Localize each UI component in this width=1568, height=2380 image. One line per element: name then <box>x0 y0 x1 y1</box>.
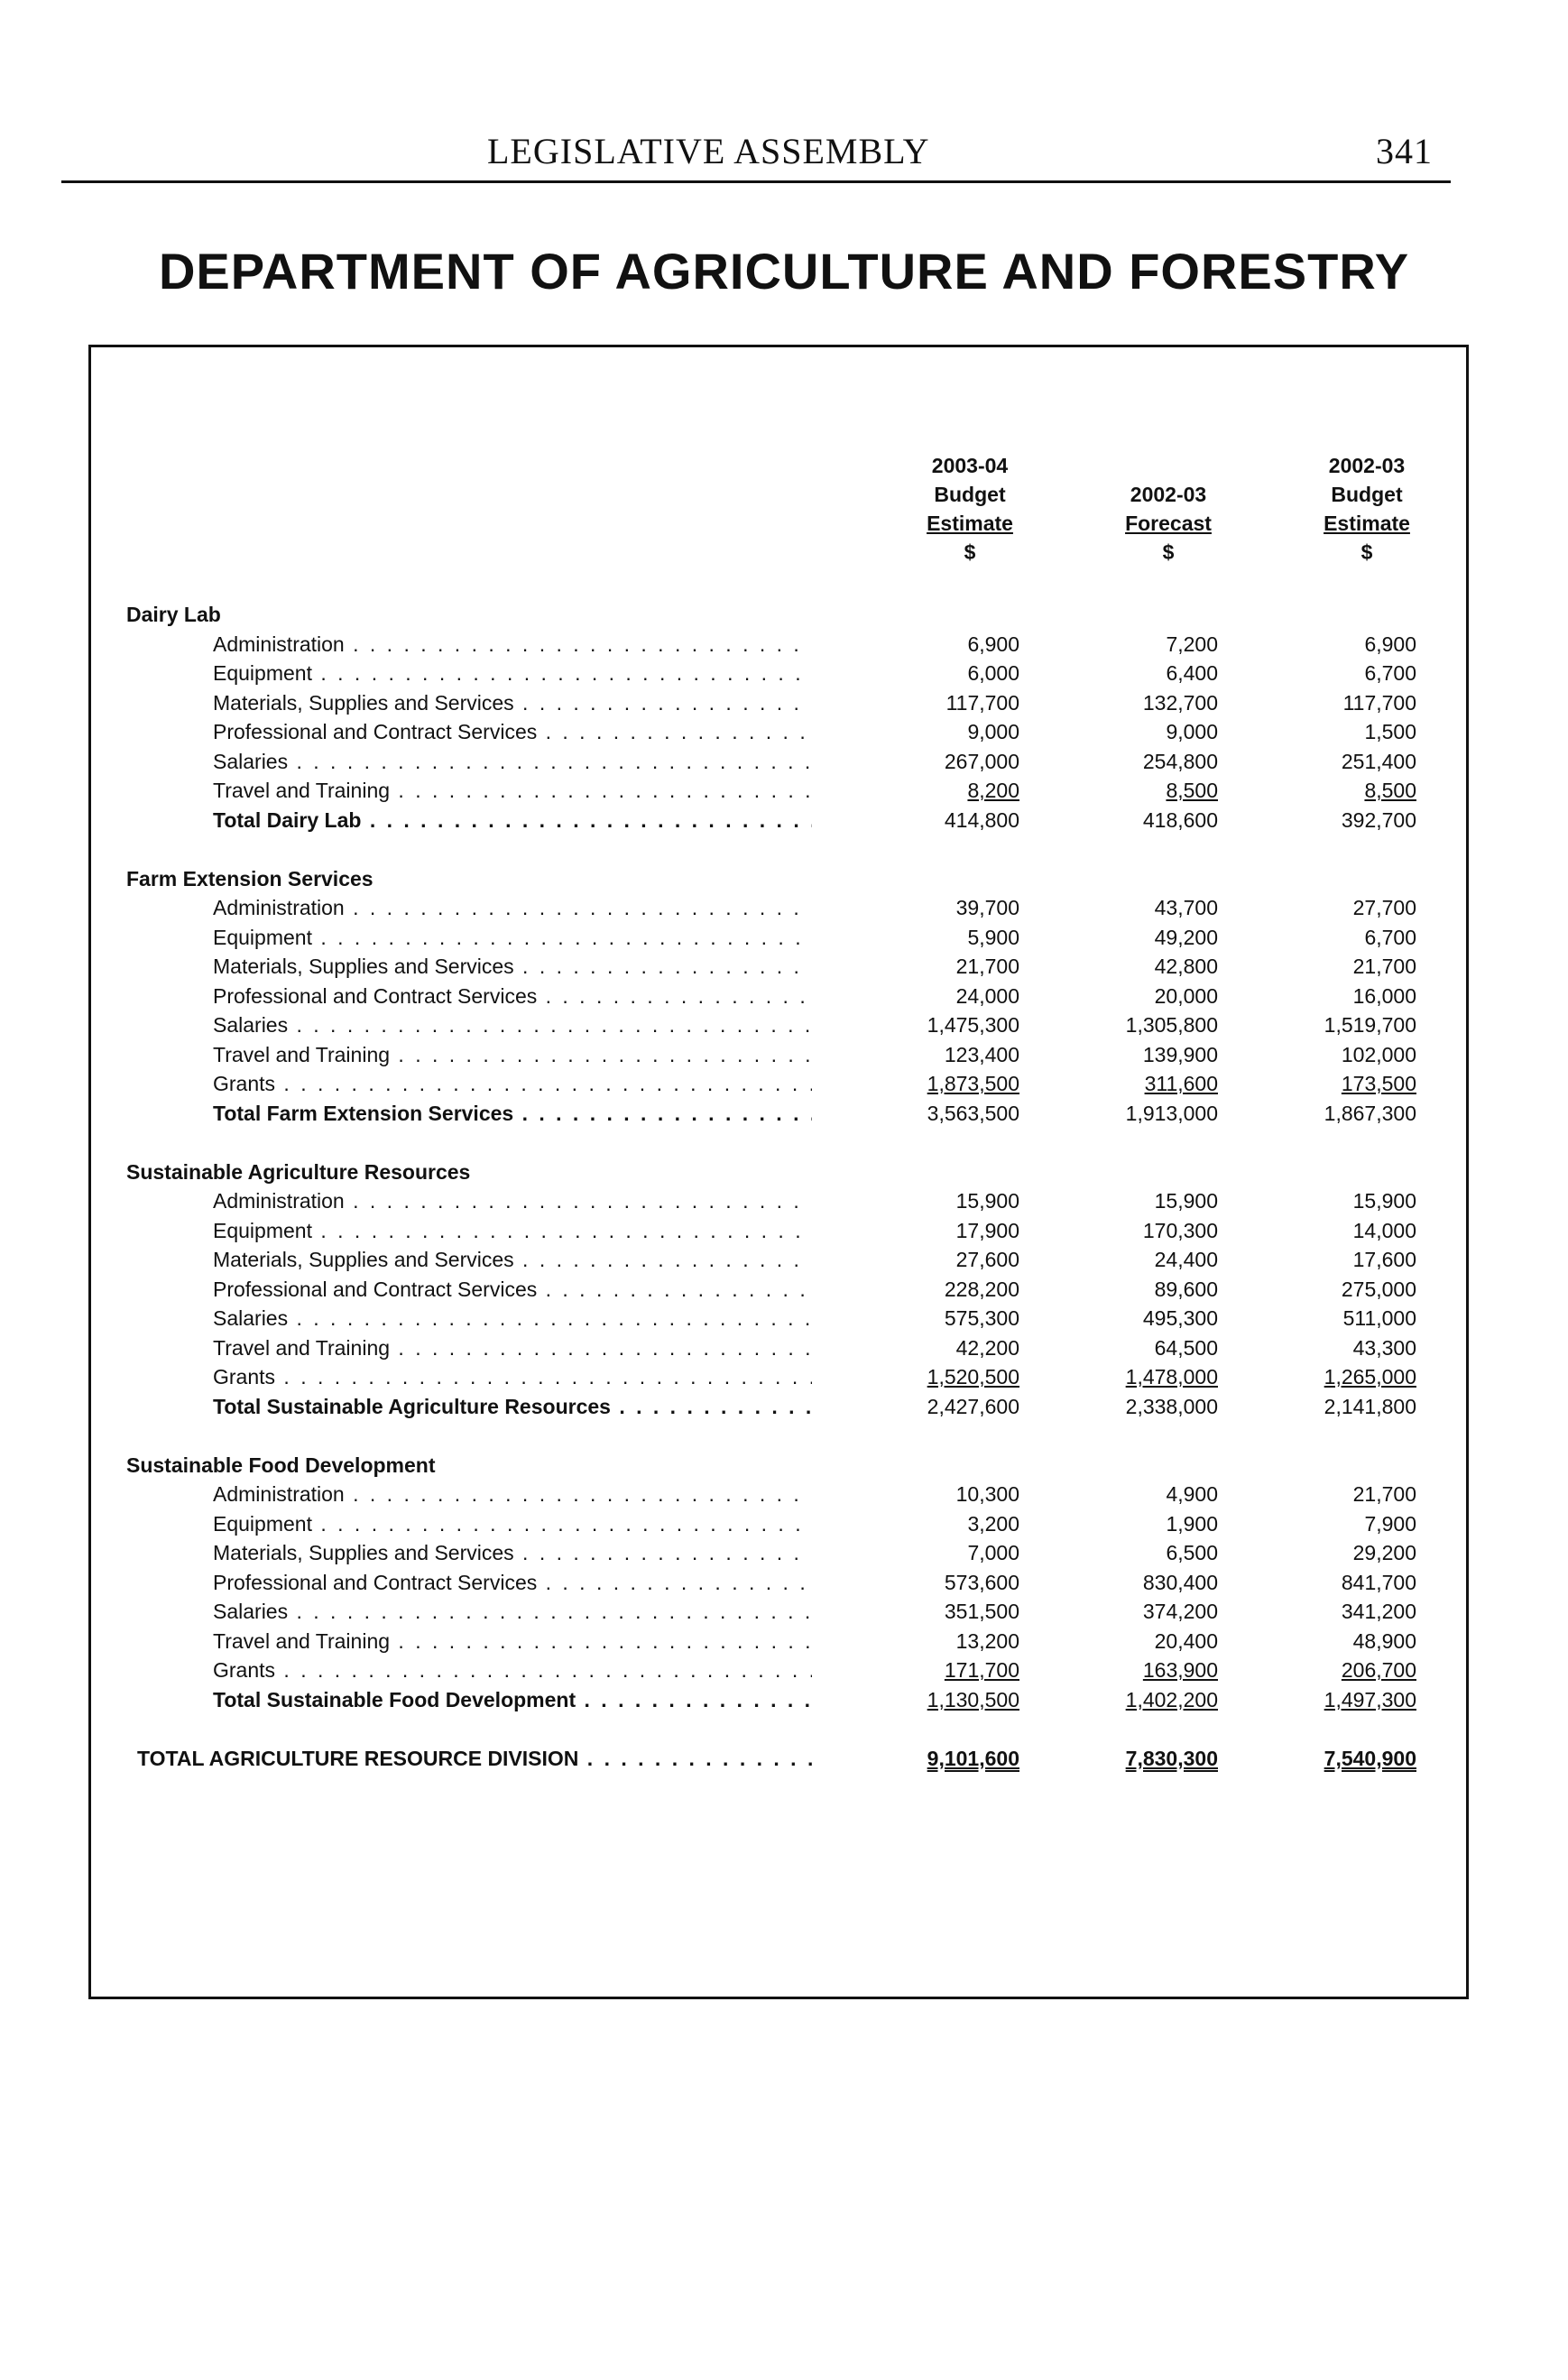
table-row-value-2: 15,900 <box>1154 1189 1218 1213</box>
grand-total-row <box>126 1744 1425 1773</box>
table-row-label: Materials, Supplies and Services . . . <box>213 1538 812 1567</box>
section-total-row-value-3: 2,141,800 <box>1324 1394 1416 1418</box>
table-row-value-1: 27,600 <box>955 1248 1019 1271</box>
section-total-row <box>126 1685 1425 1714</box>
table-row-value-3: 27,700 <box>1352 896 1416 919</box>
section-total-row <box>126 806 1425 835</box>
table-row-value-3: 29,200 <box>1352 1541 1416 1564</box>
table-row-label: Equipment . . . <box>213 659 812 687</box>
table-row-value-2: 20,000 <box>1154 983 1218 1008</box>
table-row-value-1: 267,000 <box>944 749 1019 773</box>
section-heading-label: Farm Extension Services <box>126 866 374 890</box>
page-title: DEPARTMENT OF AGRICULTURE AND FORESTRY <box>158 243 1410 300</box>
section-heading-label: Sustainable Food Development <box>126 1453 436 1477</box>
section-total-row-label: Total Dairy Lab . . . <box>213 806 812 835</box>
section-total-row-value-3: 392,700 <box>1341 807 1416 832</box>
table-row-value-3: 251,400 <box>1341 749 1416 773</box>
table-row-label: Travel and Training . . . <box>213 776 812 805</box>
table-row-value-3: 841,700 <box>1341 1570 1416 1594</box>
section-total-row-label: Total Sustainable Food Development . . . <box>213 1685 812 1714</box>
table-row <box>126 1568 1425 1597</box>
table-row-label: Professional and Contract Services . . . <box>213 717 812 746</box>
table-row-label: Salaries . . . <box>213 1304 812 1333</box>
section-total-row-value-1: 1,130,500 <box>927 1687 1019 1711</box>
table-row-value-3: 8,500 <box>1364 779 1416 802</box>
table-row <box>126 1333 1425 1362</box>
table-row-value-1: 17,900 <box>955 1218 1019 1242</box>
column-year: 2002-03 <box>1328 454 1406 477</box>
table-row <box>126 776 1425 805</box>
table-row-value-1: 42,200 <box>955 1335 1019 1360</box>
table-row-value-1: 7,000 <box>967 1541 1019 1564</box>
table-row-value-3: 206,700 <box>1341 1658 1416 1682</box>
table-row-value-2: 64,500 <box>1154 1335 1218 1360</box>
table-row-value-2: 170,300 <box>1142 1218 1218 1242</box>
section-total-row-value-2: 2,338,000 <box>1125 1394 1218 1418</box>
column-header-forecast-2002-03 <box>1092 451 1245 567</box>
column-basis: Estimate <box>927 512 1013 535</box>
table-row-label: Grants . . . <box>213 1069 812 1098</box>
table-row-value-3: 21,700 <box>1352 1482 1416 1506</box>
table-row-value-3: 102,000 <box>1341 1042 1416 1066</box>
table-row-value-1: 1,873,500 <box>927 1072 1019 1095</box>
table-row-label: Materials, Supplies and Services . . . <box>213 952 812 981</box>
grand-total-row-label: TOTAL AGRICULTURE RESOURCE DIVISION . . . <box>137 1744 823 1773</box>
column-unit: $ <box>1360 540 1373 564</box>
table-row-value-2: 163,900 <box>1142 1658 1218 1682</box>
table-row-value-2: 254,800 <box>1142 749 1218 773</box>
table-row-label: Salaries . . . <box>213 1597 812 1626</box>
column-year <box>1092 451 1245 480</box>
table-row-value-3: 341,200 <box>1341 1600 1416 1623</box>
table-row-value-3: 6,700 <box>1364 661 1416 685</box>
column-header-budget-2002-03 <box>1290 451 1443 567</box>
table-row-label: Professional and Contract Services . . . <box>213 1568 812 1597</box>
table-row-value-2: 20,400 <box>1154 1628 1218 1653</box>
table-row-value-3: 117,700 <box>1342 690 1416 715</box>
table-row-label: Salaries . . . <box>213 747 812 776</box>
table-row <box>126 1480 1425 1508</box>
table-row-value-1: 6,900 <box>967 632 1019 656</box>
table-row-value-2: 24,400 <box>1154 1248 1218 1271</box>
column-type: Budget <box>1331 483 1403 506</box>
table-row <box>126 893 1425 922</box>
table-row-value-2: 1,900 <box>1166 1511 1218 1536</box>
table-row-value-1: 6,000 <box>967 661 1019 685</box>
table-row-value-1: 8,200 <box>967 779 1019 802</box>
section-heading <box>126 1158 1425 1186</box>
column-type: Budget <box>934 483 1006 506</box>
table-row <box>126 1040 1425 1069</box>
table-row-label: Administration . . . <box>213 1480 812 1508</box>
section-total-row-value-1: 2,427,600 <box>927 1394 1019 1418</box>
section-heading <box>126 864 1425 893</box>
table-row <box>126 747 1425 776</box>
table-row-value-3: 7,900 <box>1364 1511 1416 1536</box>
table-row <box>126 1656 1425 1684</box>
table-row-value-2: 49,200 <box>1154 925 1218 949</box>
table-row-value-2: 6,400 <box>1166 661 1218 685</box>
page-number: 341 <box>1376 131 1433 171</box>
table-row-value-3: 6,900 <box>1364 632 1416 656</box>
table-row-label: Materials, Supplies and Services . . . <box>213 1245 812 1274</box>
table-row-value-1: 117,700 <box>945 690 1019 715</box>
section-total-row-value-3: 1,867,300 <box>1324 1101 1416 1125</box>
table-row-value-3: 43,300 <box>1352 1335 1416 1360</box>
table-row-value-3: 17,600 <box>1352 1248 1416 1271</box>
column-type: 2002-03 <box>1130 483 1207 506</box>
table-row-value-3: 21,700 <box>1352 955 1416 978</box>
header-rule <box>61 180 1451 183</box>
table-row-value-1: 21,700 <box>955 955 1019 978</box>
table-row-value-3: 275,000 <box>1341 1277 1416 1301</box>
table-row-value-2: 132,700 <box>1142 690 1218 715</box>
table-row-value-3: 1,519,700 <box>1324 1013 1416 1037</box>
table-row <box>126 1627 1425 1656</box>
table-row <box>126 1362 1425 1391</box>
section-heading-label: Sustainable Agriculture Resources <box>126 1159 471 1184</box>
table-row-value-2: 89,600 <box>1154 1277 1218 1301</box>
table-row-value-2: 6,500 <box>1166 1541 1218 1564</box>
table-row <box>126 1304 1425 1333</box>
table-row-label: Professional and Contract Services . . . <box>213 982 812 1010</box>
table-row-value-1: 573,600 <box>944 1570 1019 1594</box>
table-row-value-1: 228,200 <box>944 1277 1019 1301</box>
table-row-value-2: 139,900 <box>1142 1042 1218 1066</box>
table-row-label: Travel and Training . . . <box>213 1627 812 1656</box>
table-row-value-3: 511,000 <box>1342 1306 1416 1330</box>
table-row-label: Administration . . . <box>213 630 812 659</box>
table-row-value-1: 171,700 <box>944 1658 1019 1682</box>
section-total-row <box>126 1099 1425 1128</box>
table-row-value-1: 5,900 <box>967 925 1019 949</box>
table-row <box>126 1597 1425 1626</box>
table-row-value-1: 9,000 <box>967 720 1019 743</box>
table-row <box>126 1186 1425 1215</box>
table-row <box>126 952 1425 981</box>
table-row-label: Materials, Supplies and Services . . . <box>213 688 812 717</box>
table-row-value-1: 351,500 <box>944 1600 1019 1623</box>
section-heading <box>126 1451 1425 1480</box>
section-heading <box>126 600 1425 629</box>
table-row-value-2: 43,700 <box>1154 896 1218 919</box>
section-total-row-value-3: 1,497,300 <box>1324 1687 1416 1711</box>
table-row <box>126 982 1425 1010</box>
table-row-label: Professional and Contract Services . . . <box>213 1275 812 1304</box>
table-row-value-3: 173,500 <box>1341 1072 1416 1095</box>
table-row-label: Grants . . . <box>213 1362 812 1391</box>
table-row-value-2: 1,305,800 <box>1125 1013 1218 1037</box>
table-row-label: Grants . . . <box>213 1656 812 1684</box>
table-row-value-2: 8,500 <box>1166 779 1218 802</box>
table-row-value-1: 123,400 <box>944 1042 1019 1066</box>
grand-total-row-value-1: 9,101,600 <box>927 1746 1019 1770</box>
grand-total-row-value-2: 7,830,300 <box>1125 1746 1218 1770</box>
table-row-value-2: 9,000 <box>1166 720 1218 743</box>
table-row <box>126 659 1425 687</box>
table-row-value-1: 3,200 <box>967 1511 1019 1536</box>
section-total-row-value-1: 414,800 <box>944 807 1019 832</box>
table-row-value-3: 16,000 <box>1352 983 1416 1008</box>
column-header-budget-2003-04 <box>893 451 1047 567</box>
table-row <box>126 1509 1425 1538</box>
table-row-label: Travel and Training . . . <box>213 1333 812 1362</box>
section-total-row-value-1: 3,563,500 <box>927 1101 1019 1125</box>
table-row-value-3: 14,000 <box>1352 1218 1416 1242</box>
table-row <box>126 717 1425 746</box>
column-unit: $ <box>1162 540 1175 564</box>
section-total-row-value-2: 418,600 <box>1142 807 1218 832</box>
grand-total-row-value-3: 7,540,900 <box>1324 1746 1416 1770</box>
table-row-label: Administration . . . <box>213 1186 812 1215</box>
table-row-value-3: 6,700 <box>1364 925 1416 949</box>
table-row-value-1: 24,000 <box>955 983 1019 1008</box>
section-total-row-label: Total Sustainable Agriculture Resources . . . <box>213 1392 812 1421</box>
table-row-value-2: 42,800 <box>1154 955 1218 978</box>
column-year: 2003-04 <box>931 454 1009 477</box>
table-row <box>126 1275 1425 1304</box>
table-row-value-2: 4,900 <box>1166 1482 1218 1506</box>
table-row-value-1: 575,300 <box>944 1306 1019 1330</box>
table-row-value-1: 15,900 <box>955 1189 1019 1213</box>
table-row <box>126 630 1425 659</box>
table-row <box>126 688 1425 717</box>
table-row <box>126 1010 1425 1039</box>
table-row-value-3: 1,500 <box>1364 720 1416 743</box>
table-row-value-2: 374,200 <box>1142 1600 1218 1623</box>
table-row-value-1: 13,200 <box>955 1628 1019 1653</box>
column-basis: Estimate <box>1324 512 1410 535</box>
table-row-label: Travel and Training . . . <box>213 1040 812 1069</box>
table-row-value-2: 311,600 <box>1144 1072 1218 1095</box>
table-row-label: Equipment . . . <box>213 1216 812 1245</box>
table-row-value-2: 7,200 <box>1166 632 1218 656</box>
table-row <box>126 1245 1425 1274</box>
section-heading-label: Dairy Lab <box>126 603 221 626</box>
running-title: LEGISLATIVE ASSEMBLY <box>487 131 930 171</box>
section-total-row <box>126 1392 1425 1421</box>
table-row-value-3: 48,900 <box>1352 1628 1416 1653</box>
section-total-row-value-2: 1,402,200 <box>1125 1687 1218 1711</box>
table-row <box>126 923 1425 952</box>
section-total-row-value-2: 1,913,000 <box>1125 1101 1218 1125</box>
table-row-value-2: 495,300 <box>1142 1306 1218 1330</box>
table-row <box>126 1538 1425 1567</box>
table-row-value-3: 1,265,000 <box>1324 1365 1416 1388</box>
table-row <box>126 1069 1425 1098</box>
table-row-label: Equipment . . . <box>213 923 812 952</box>
table-row-value-1: 39,700 <box>955 896 1019 919</box>
table-row-value-1: 1,475,300 <box>927 1013 1019 1037</box>
table-row-value-1: 1,520,500 <box>927 1365 1019 1388</box>
table-row <box>126 1216 1425 1245</box>
table-row-label: Salaries . . . <box>213 1010 812 1039</box>
column-basis: Forecast <box>1125 512 1212 535</box>
table-row-value-3: 15,900 <box>1352 1189 1416 1213</box>
table-row-value-2: 1,478,000 <box>1125 1365 1218 1388</box>
table-row-label: Equipment . . . <box>213 1509 812 1538</box>
table-row-value-2: 830,400 <box>1142 1570 1218 1594</box>
section-total-row-label: Total Farm Extension Services . . . <box>213 1099 812 1128</box>
column-unit: $ <box>964 540 976 564</box>
running-head <box>61 125 1451 179</box>
table-row-label: Administration . . . <box>213 893 812 922</box>
table-row-value-1: 10,300 <box>955 1482 1019 1506</box>
